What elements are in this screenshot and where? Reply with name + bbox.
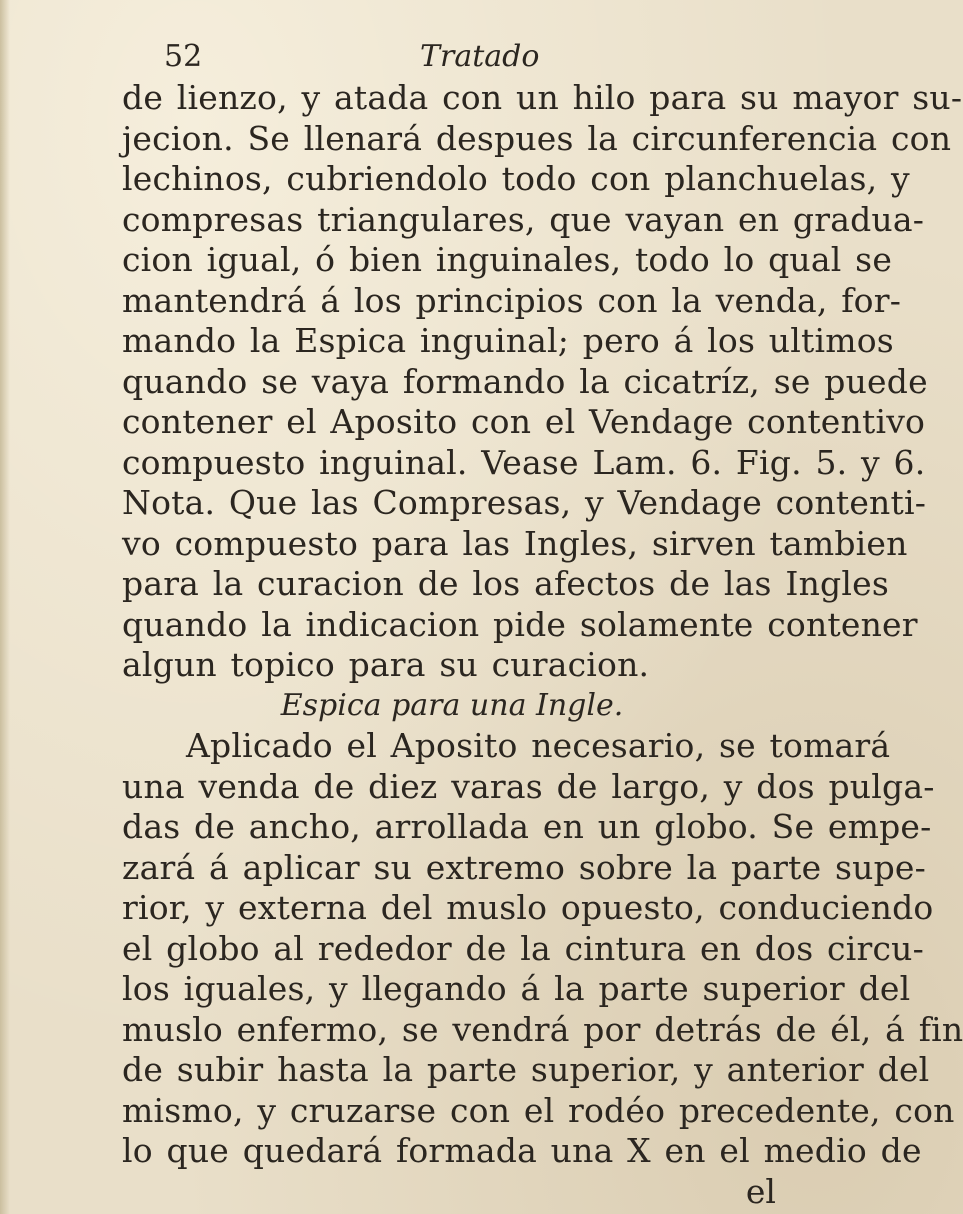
text-line: una venda de diez varas de largo, y dos pulga- <box>122 766 935 806</box>
page-edge <box>0 0 10 1214</box>
text-line: mismo, y cruzarse con el rodéo precedente, con <box>122 1090 955 1130</box>
text-line: compuesto inguinal. Vease Lam. 6. Fig. 5. y 6. <box>122 442 926 482</box>
book-page <box>122 36 963 1212</box>
text-line: cion igual, ó bien inguinales, todo lo qual se <box>122 240 893 279</box>
text-line: lechinos, cubriendolo todo con planchuelas, y <box>122 159 910 198</box>
text-line: zará á aplicar su extremo sobre la parte supe- <box>122 847 927 887</box>
text-line: lo que quedará formada una X en el medio de <box>122 1131 922 1170</box>
text-line: Aplicado el Aposito necesario, se tomará <box>186 726 891 765</box>
paragraph-2 <box>122 726 963 1172</box>
text-line: mantendrá á los principios con la venda, for- <box>122 280 902 320</box>
text-line: los iguales, y llegando á la parte superior del <box>122 969 911 1008</box>
text-line: para la curacion de los afectos de las Ingles <box>122 564 889 603</box>
running-head-title: Tratado <box>420 39 540 74</box>
text-line: muslo enfermo, se vendrá por detrás de él, á fin <box>122 1009 963 1049</box>
running-head <box>122 36 782 78</box>
text-line: vo compuesto para las Ingles, sirven tambien <box>122 523 908 563</box>
page-number: 52 <box>164 39 203 74</box>
text-line: jecion. Se llenará despues la circunferencia con <box>122 118 952 158</box>
text-line: el globo al rededor de la cintura en dos circu- <box>122 928 924 968</box>
text-line: rior, y externa del muslo opuesto, conduciendo <box>122 888 934 927</box>
text-line: quando se vaya formando la cicatríz, se puede <box>122 361 928 401</box>
text-line: Nota. Que las Compresas, y Vendage contenti- <box>122 483 927 522</box>
nota-paragraph <box>122 483 927 686</box>
section-subheading: Espica para una Ingle. <box>280 687 624 723</box>
text-line: de lienzo, y atada con un hilo para su mayor su- <box>122 78 963 117</box>
text-line: mando la Espica inguinal; pero á los ultimos <box>122 321 894 360</box>
text-line: das de ancho, arrollada en un globo. Se empe- <box>122 807 932 846</box>
text-line: contener el Aposito con el Vendage contentivo <box>122 402 926 441</box>
catchword: el <box>745 1171 776 1211</box>
text-line: compresas triangulares, que vayan en gradua- <box>122 199 925 239</box>
text-line: algun topico para su curacion. <box>122 645 650 684</box>
text-line: quando la indicacion pide solamente contener <box>122 604 918 644</box>
paragraph-1 <box>122 78 963 483</box>
text-line: de subir hasta la parte superior, y anterior del <box>122 1050 930 1089</box>
